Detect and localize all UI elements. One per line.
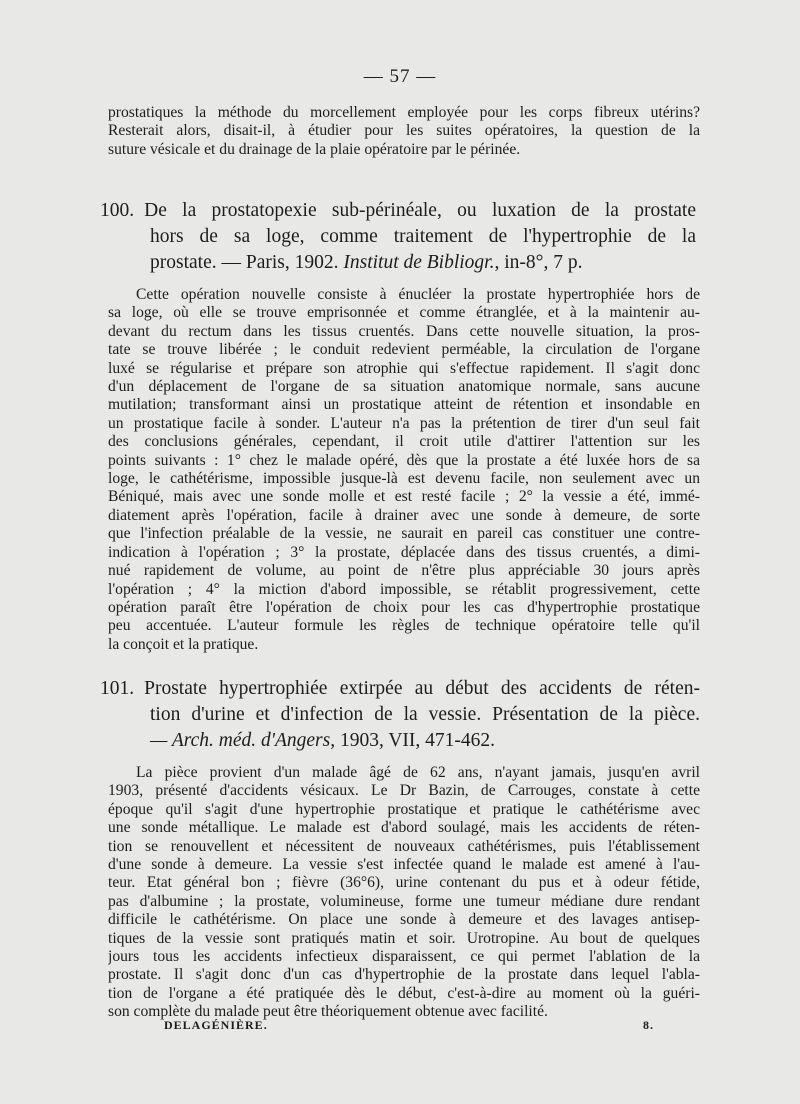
text-line: d'une sonde à demeure. La vessie s'est infectée quand le malade est amené à l'au- <box>108 856 700 874</box>
entry-number: 101. <box>100 678 135 699</box>
entry-100 <box>100 198 696 276</box>
text-line: La pièce provient d'un malade âgé de 62 ans, n'ayant jamais, jusqu'en avril <box>136 764 700 781</box>
title-citation-tail: , in-8°, 7 p. <box>494 252 583 273</box>
entry-101-title <box>100 676 700 754</box>
entry-100-title <box>100 198 696 276</box>
sheet-number: 8. <box>643 1018 654 1032</box>
text-line: mutilation; transformant ainsi un prostatique atteint de rétention et insondable en <box>108 396 700 414</box>
text-line: tion de l'organe a été pratiquée dès le début, c'est-à-dire au moment où la guéri- <box>108 984 700 1002</box>
title-citation-tail: 1903, VII, 471-462. <box>335 730 496 751</box>
text-line: tate se trouve libérée ; le conduit redevient perméable, la circulation de l'organe <box>108 341 700 359</box>
text-line: que l'infection préalable de la vessie, ne saurait en pareil cas constituer une contre- <box>108 525 700 543</box>
page-number: — 57 — <box>363 66 437 87</box>
text-line: jours tous les accidents infectieux disparaissent, ce qui permet l'ablation de la <box>108 948 700 966</box>
intro-paragraph <box>108 104 700 159</box>
title-line: Prostate hypertrophiée extirpée au début des accidents de réten- <box>144 678 700 699</box>
text-line: suture vésicale et du drainage de la plaie opératoire par le périnée. <box>108 140 521 158</box>
title-line: tion d'urine et d'infection de la vessie. Présentation de la pièce. <box>150 704 700 725</box>
text-line: devant du rectum dans les tissus cruentés. Dans cette nouvelle situation, la pros- <box>108 322 700 340</box>
text-line: Béniqué, mais avec une sonde molle et est resté facile ; 2° la vessie a été, immé- <box>108 488 700 506</box>
text-line: difficile le cathétérisme. On place une sonde à demeure et des lavages antisep- <box>108 911 700 929</box>
text-line: pas d'albumine ; la prostate, volumineuse, forme une tumeur médiane dure rendant <box>108 892 700 910</box>
text-line: Resterait alors, disait-il, à étudier pour les suites opératoires, la question de la <box>108 122 700 140</box>
text-line: luxé se régularise et prépare son atrophie qui s'effectue rapidement. Il s'agit donc <box>108 359 700 377</box>
text-line: loge, le cathétérisme, impossible jusque-là est devenu facile, non seulement avec un <box>108 470 700 488</box>
text-line: l'opération ; 4° la miction d'abord impossible, se rétablit progressivement, cette <box>108 580 700 598</box>
text-line: époque qu'il s'agit d'une hypertrophie prostatique et pratique le cathétérisme avec <box>108 800 700 818</box>
title-citation: prostate. — Paris, 1902. <box>150 252 339 273</box>
entry-101 <box>100 676 700 754</box>
text-line: diatement après l'opération, facile à drainer avec une sonde à demeure, de sorte <box>108 506 700 524</box>
entry-number: 100. <box>100 200 135 221</box>
title-line <box>100 250 696 276</box>
text-line: prostatiques la méthode du morcellement employée pour les corps fibreux utérins? <box>108 104 700 121</box>
entry-100-abstract <box>108 286 700 654</box>
journal-name: Institut de Bibliogr. <box>343 252 495 273</box>
text-line: prostate. Il s'agit donc d'un cas d'hypertrophie de la prostate dans lequel l'abla- <box>108 966 700 984</box>
text-line: Cette opération nouvelle consiste à énucléer la prostate hypertrophiée hors de <box>136 286 700 303</box>
text-line: nué rapidement de volume, au point de n'être plus appréciable 30 jours après <box>108 562 700 580</box>
author-signature: DELAGÉNIÈRE. <box>164 1018 268 1032</box>
text-line: un prostatique facile à sonder. L'auteur n'a pas la prétention de tirer d'un seul fait <box>108 414 700 432</box>
text-line: une sonde métallique. Le malade est d'abord soulagé, mais les accidents de réten- <box>108 819 700 837</box>
title-line: De la prostatopexie sub-périnéale, ou luxation de la prostate <box>144 200 696 221</box>
text-line: la conçoit et la pratique. <box>108 635 259 653</box>
text-line: indication à l'opération ; 3° la prostate, déplacée dans des tissus cruentés, a dimi- <box>108 543 700 561</box>
text-line: teur. Etat général bon ; fièvre (36°6), urine contenant du pus et à odeur fétide, <box>108 874 700 892</box>
text-line: des conclusions générales, cependant, il croit utile d'attirer l'attention sur les <box>108 433 700 451</box>
text-line: 1903, présenté d'accidents vésicaux. Le Dr Bazin, de Carrouges, constate à cette <box>108 782 700 800</box>
entry-101-abstract <box>108 764 700 1022</box>
title-line <box>100 728 700 754</box>
journal-name: — Arch. méd. d'Angers, <box>150 730 336 751</box>
text-line: son complète du malade peut être théoriquement obtenue avec facilité. <box>108 1003 548 1021</box>
text-line: points suivants : 1° chez le malade opéré, dès que la prostate a été luxée hors de sa <box>108 451 700 469</box>
text-line: tiques de la vessie sont pratiqués matin et soir. Urotropine. Au bout de quelques <box>108 929 700 947</box>
text-line: d'un déplacement de l'organe de sa situation anatomique normale, sans aucune <box>108 378 700 396</box>
text-line: sa loge, où elle se trouve emprisonnée et comme étranglée, et à la maintenir au- <box>108 304 700 322</box>
page-footer <box>164 1018 664 1033</box>
text-line: opération paraît être l'opération de choix pour les cas d'hypertrophie prostatique <box>108 598 700 616</box>
text-line: tion se renouvellent et nécessitent de nouveaux cathétérismes, puis l'établissement <box>108 837 700 855</box>
text-line: peu accentuée. L'auteur formule les règles de technique opératoire telle qu'il <box>108 617 700 635</box>
title-line: hors de sa loge, comme traitement de l'hypertrophie de la <box>150 226 696 247</box>
